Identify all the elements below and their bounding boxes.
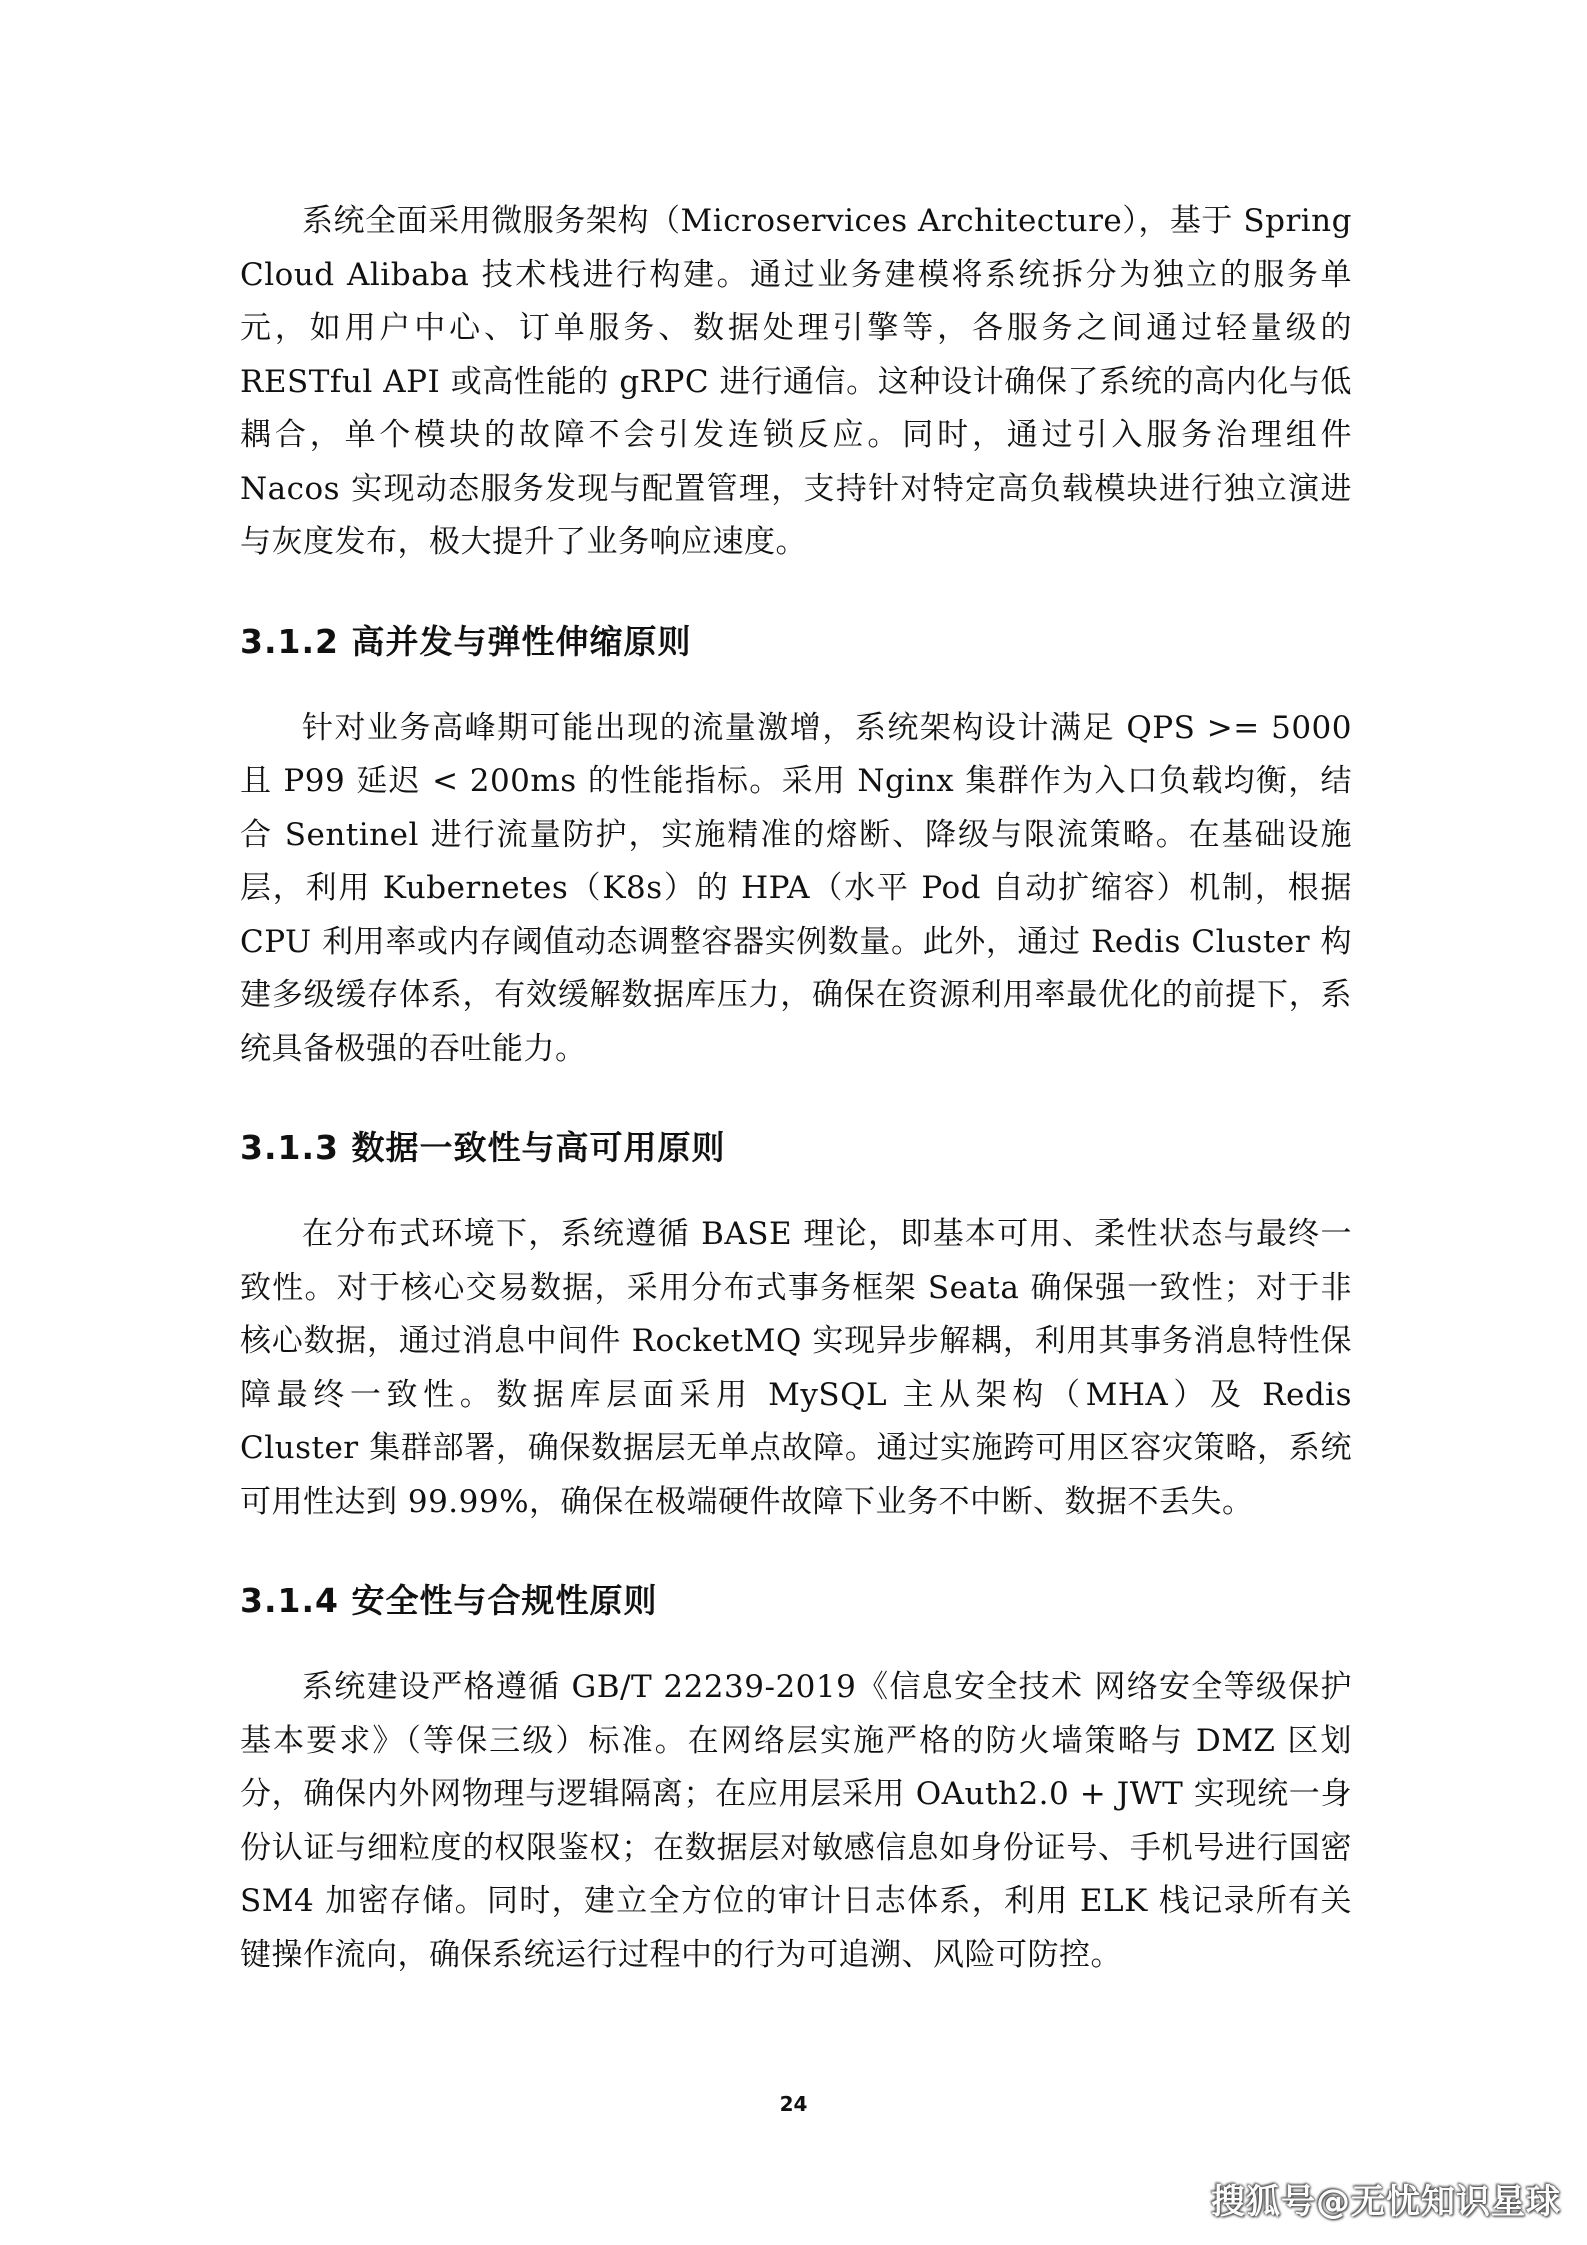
page-number: 24 <box>779 2092 808 2116</box>
section-heading-3-1-3: 3.1.3 数据一致性与高可用原则 <box>240 1128 726 1167</box>
section-paragraph-3-1-2: 针对业务高峰期可能出现的流量激增，系统架构设计满足 QPS >= 5000 且 P99 延迟 < 200ms 的性能指标。采用 Nginx 集群作为入口负载均衡，结合 Sentinel 进行流量防护，实施精准的熔断、降级与限流策略。在基础设施层，利用 Kubernetes（K8s）的 HPA（水平 Pod 自动扩缩容）机制，根据 CPU 利用率或内存阈值动态调整容器实例数量。此外，通过 Redis Cluster 构建多级缓存体系，有效缓解数据库压力，确保在资源利用率最优化的前提下，系统具备极强的吞吐能力。 <box>240 709 1352 1067</box>
intro-paragraph: 系统全面采用微服务架构（Microservices Architecture），基于 Spring Cloud Alibaba 技术栈进行构建。通过业务建模将系统拆分为独立的服务单元，如用户中心、订单服务、数据处理引擎等，各服务之间通过轻量级的 RESTful API 或高性能的 gRPC 进行通信。这种设计确保了系统的高内化与低耦合，单个模块的故障不会引发连锁反应。同时，通过引入服务治理组件 Nacos 实现动态服务发现与配置管理，支持针对特定高负载模块进行独立演进与灰度发布，极大提升了业务响应速度。 <box>240 203 1352 560</box>
document-body <box>240 195 1352 1982</box>
section-paragraph-3-1-4: 系统建设严格遵循 GB/T 22239-2019《信息安全技术 网络安全等级保护基本要求》（等保三级）标准。在网络层实施严格的防火墙策略与 DMZ 区划分，确保内外网物理与逻辑隔离；在应用层采用 OAuth2.0 + JWT 实现统一身份认证与细粒度的权限鉴权；在数据层对敏感信息如身份证号、手机号进行国密 SM4 加密存储。同时，建立全方位的审计日志体系，利用 ELK 栈记录所有关键操作流向，确保系统运行过程中的行为可追溯、风险可防控。 <box>240 1669 1352 1973</box>
section-paragraph-3-1-3: 在分布式环境下，系统遵循 BASE 理论，即基本可用、柔性状态与最终一致性。对于核心交易数据，采用分布式事务框架 Seata 确保强一致性；对于非核心数据，通过消息中间件 RocketMQ 实现异步解耦，利用其事务消息特性保障最终一致性。数据库层面采用 MySQL 主从架构（MHA）及 Redis Cluster 集群部署，确保数据层无单点故障。通过实施跨可用区容灾策略，系统可用性达到 99.99%，确保在极端硬件故障下业务不中断、数据不丢失。 <box>240 1216 1352 1520</box>
section-heading-3-1-4: 3.1.4 安全性与合规性原则 <box>240 1581 658 1620</box>
watermark: 搜狐号@无忧知识星球 <box>1211 2182 1561 2222</box>
section-heading-3-1-2: 3.1.2 高并发与弹性伸缩原则 <box>240 621 692 661</box>
